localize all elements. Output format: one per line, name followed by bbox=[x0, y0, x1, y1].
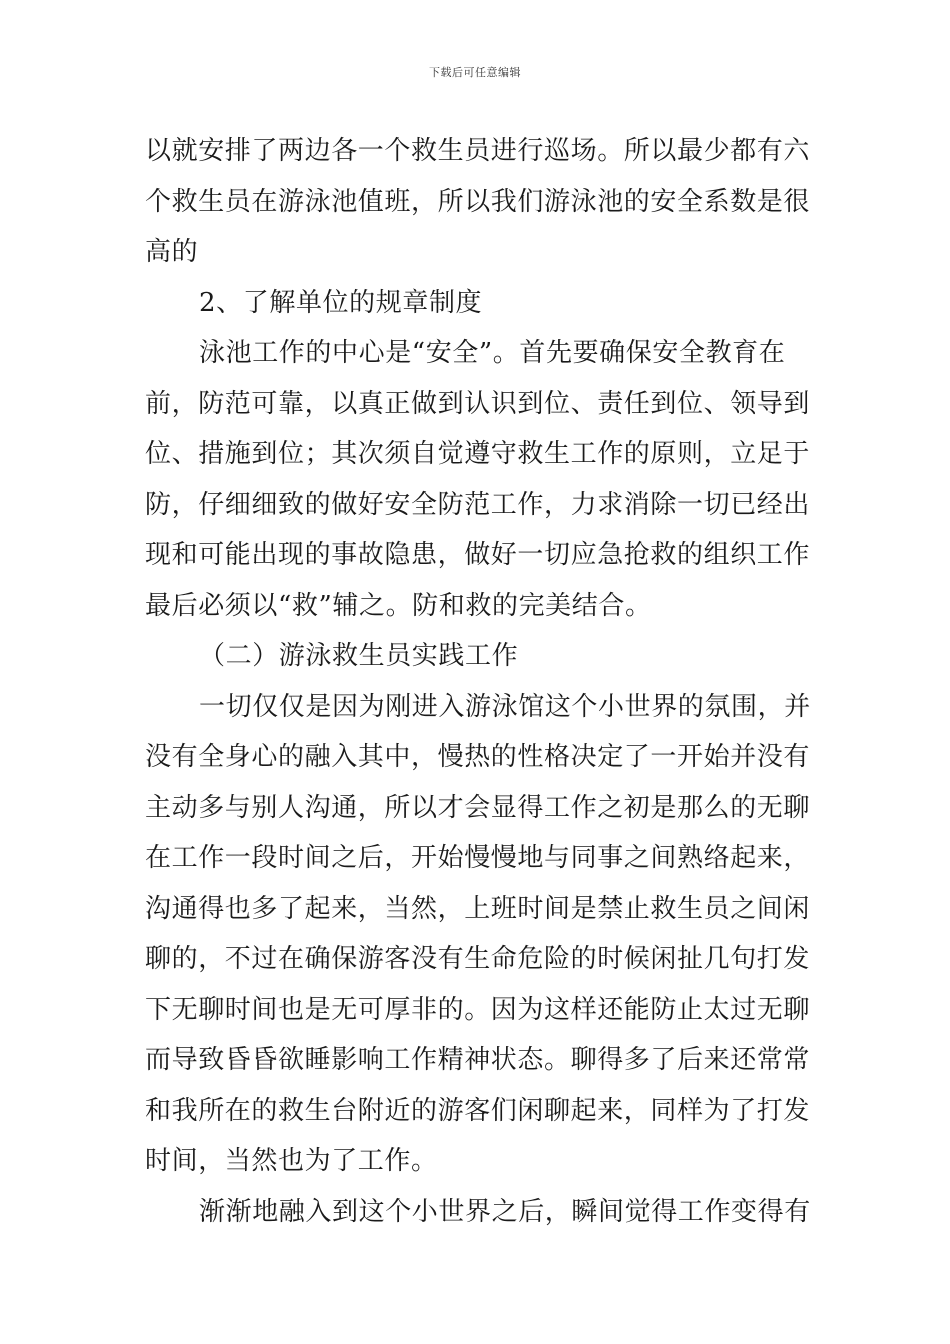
page-header: 下载后可任意编辑 bbox=[429, 66, 521, 79]
document-body bbox=[145, 126, 810, 1237]
text-line: 以就安排了两边各一个救生员进行巡场。所以最少都有六 bbox=[145, 136, 811, 166]
text-line: 高的 bbox=[145, 237, 199, 267]
text-line: 位、措施到位；其次须自觉遵守救生工作的原则，立足于 bbox=[145, 439, 811, 469]
text-line: 一切仅仅是因为刚进入游泳馆这个小世界的氛围，并 bbox=[199, 691, 811, 722]
text-line: 前，防范可靠，以真正做到认识到位、责任到位、领导到 bbox=[145, 388, 811, 419]
text-line: 下无聊时间也是无可厚非的。因为这样还能防止太过无聊 bbox=[145, 994, 811, 1025]
text-line: 和我所在的救生台附近的游客们闲聊起来，同样为了打发 bbox=[145, 1095, 811, 1126]
text-line: 2、了解单位的规章制度 bbox=[199, 287, 483, 318]
text-line: 现和可能出现的事故隐患，做好一切应急抢救的组织工作 bbox=[145, 540, 811, 570]
text-line: 时间，当然也为了工作。 bbox=[145, 1146, 438, 1176]
text-line: 个救生员在游泳池值班，所以我们游泳池的安全系数是很 bbox=[145, 186, 811, 217]
text-line: 渐渐地融入到这个小世界之后，瞬间觉得工作变得有 bbox=[199, 1196, 811, 1227]
text-line: 泳池工作的中心是“安全”。首先要确保安全教育在 bbox=[199, 338, 786, 368]
text-line: 主动多与别人沟通，所以才会显得工作之初是那么的无聊 bbox=[145, 792, 811, 823]
text-line: 在工作一段时间之后，开始慢慢地与同事之间熟络起来， bbox=[145, 843, 811, 873]
text-line: 沟通得也多了起来，当然，上班时间是禁止救生员之间闲 bbox=[145, 893, 811, 924]
text-line: （二）游泳救生员实践工作 bbox=[199, 641, 519, 671]
text-line: 而导致昏昏欲睡影响工作精神状态。聊得多了后来还常常 bbox=[145, 1045, 811, 1075]
text-line: 防，仔细细致的做好安全防范工作，力求消除一切已经出 bbox=[145, 489, 811, 520]
text-line: 聊的，不过在确保游客没有生命危险的时候闲扯几句打发 bbox=[145, 944, 811, 974]
text-line: 最后必须以“救”辅之。防和救的完美结合。 bbox=[145, 590, 652, 621]
text-line: 没有全身心的融入其中，慢热的性格决定了一开始并没有 bbox=[145, 742, 811, 772]
